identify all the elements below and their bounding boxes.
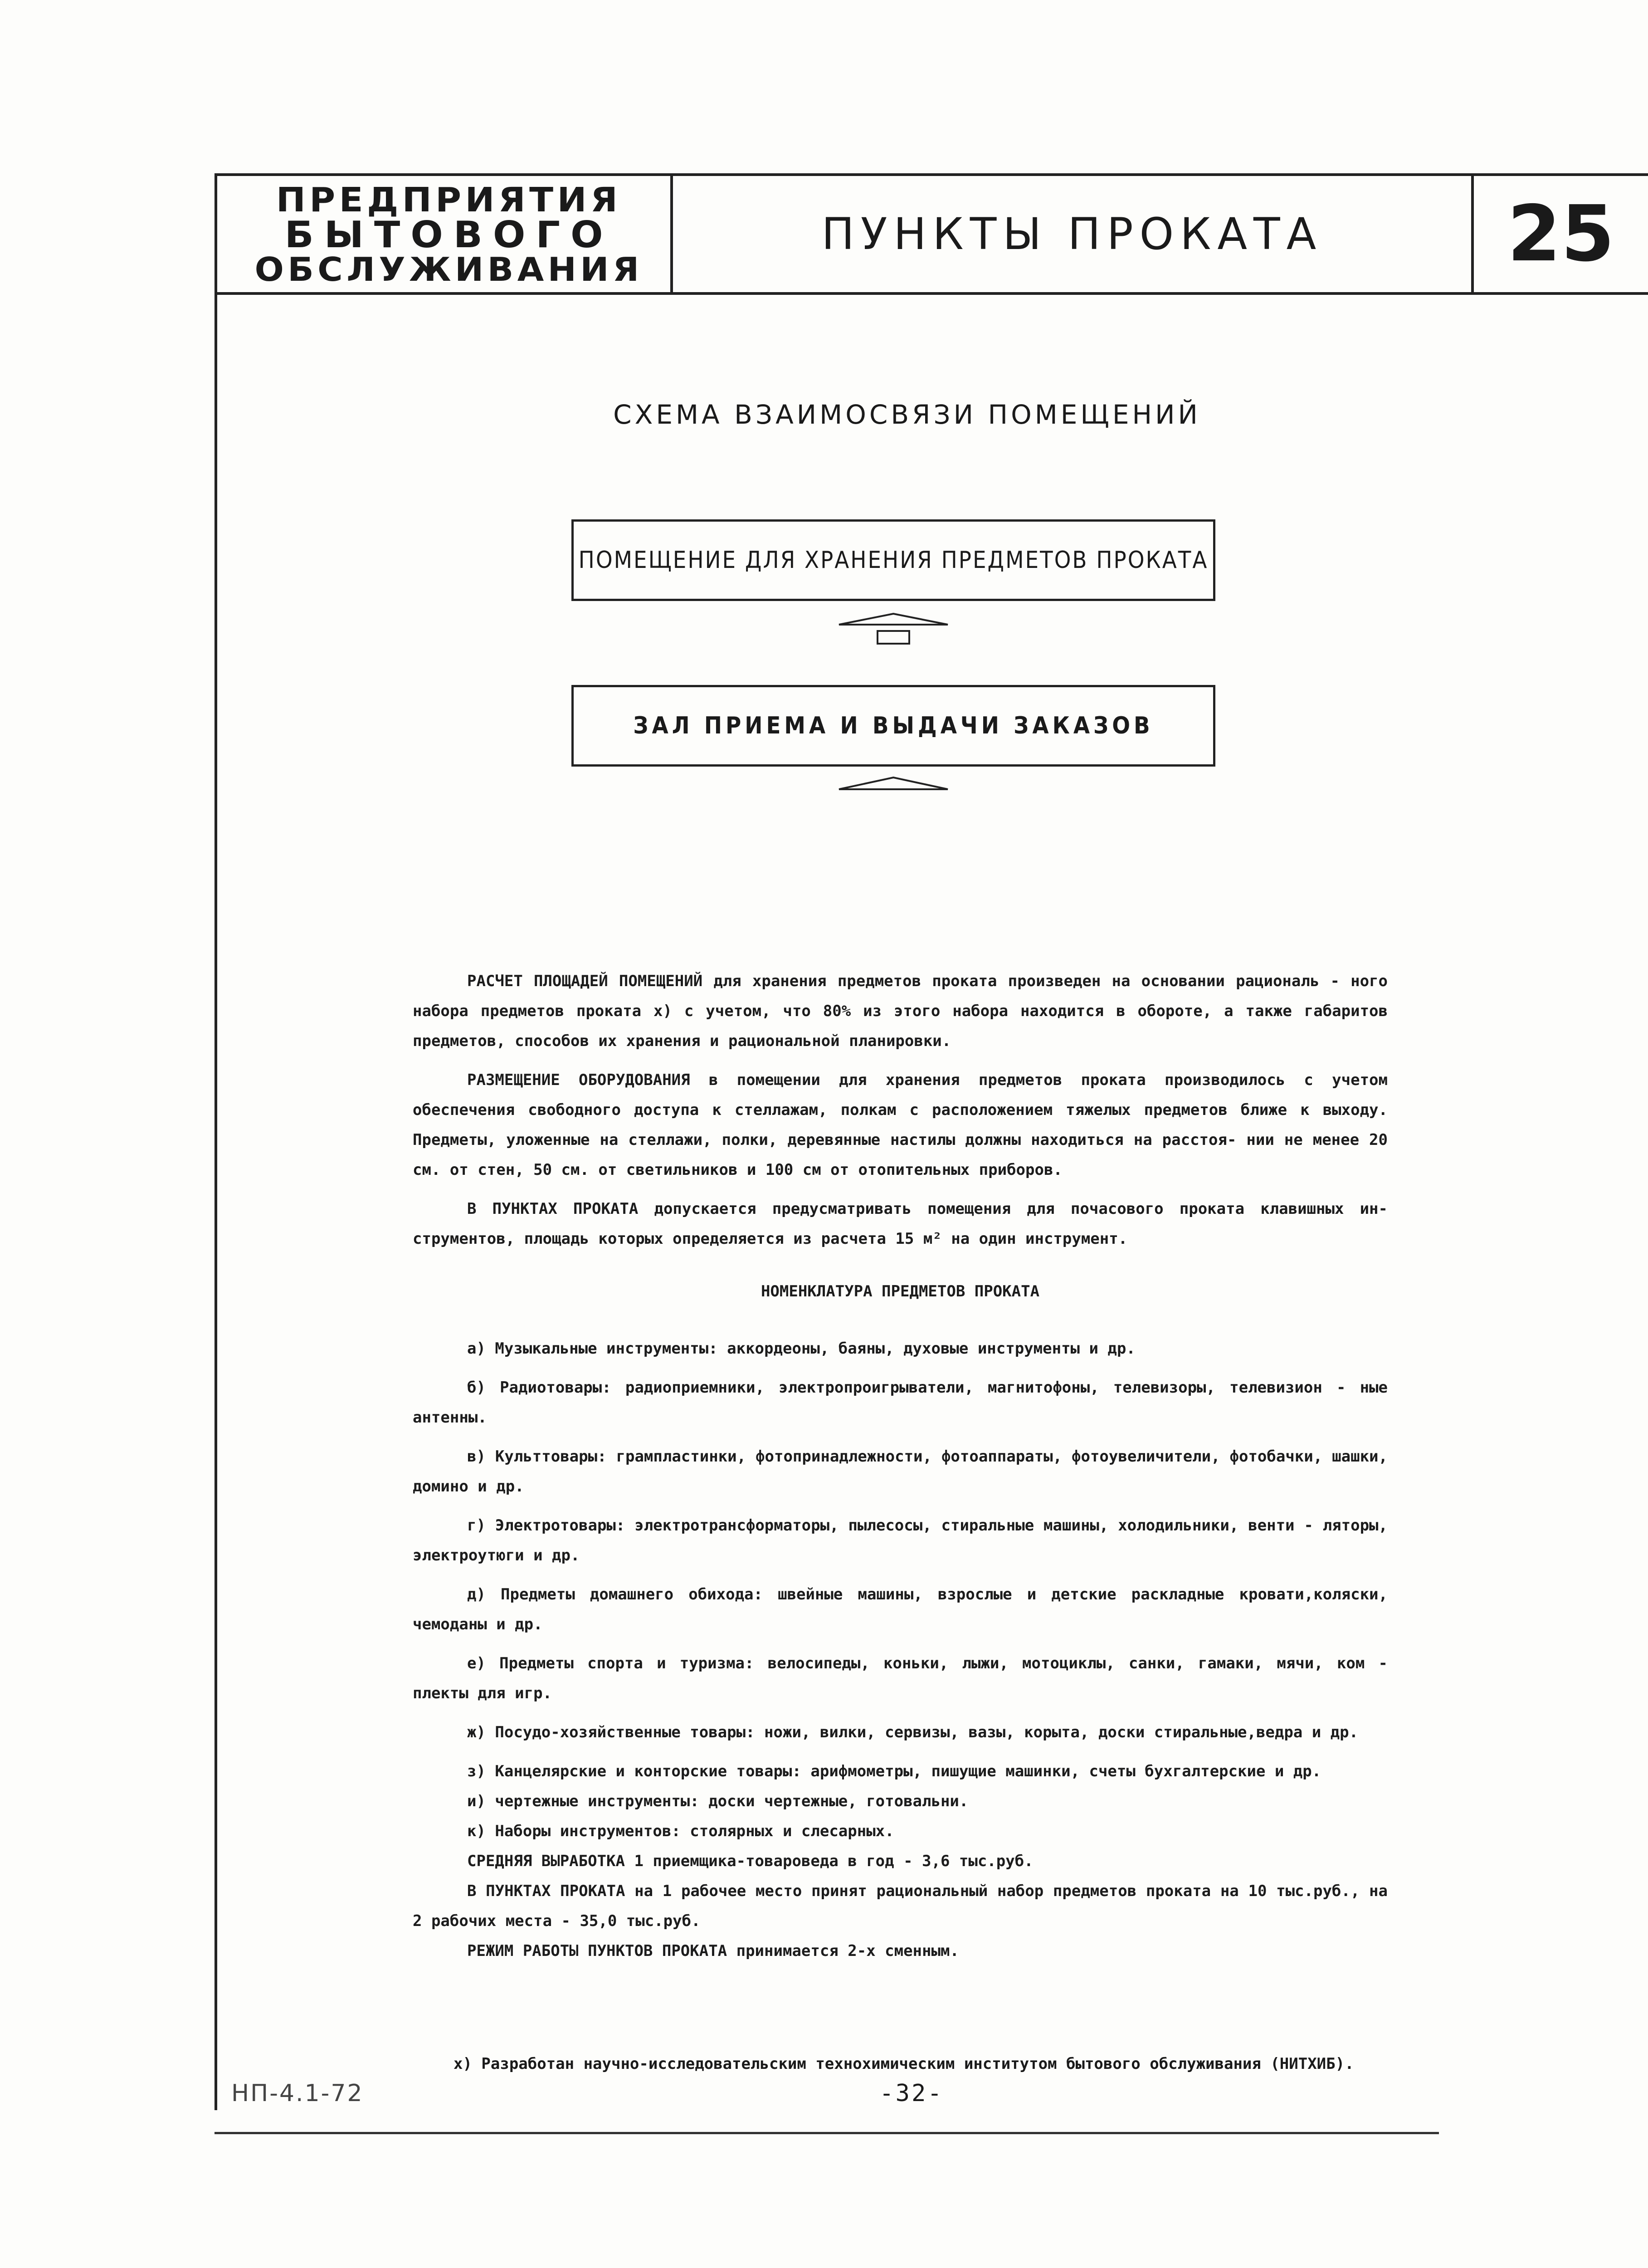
schedule-note: РЕЖИМ РАБОТЫ ПУНКТОВ ПРОКАТА принимается 2-х сменным. <box>467 1942 959 1960</box>
bottom-rule <box>215 2132 1439 2134</box>
output-note: СРЕДНЯЯ ВЫРАБОТКА 1 приемщика-товароведа в год - 3,6 тыс.руб. <box>467 1852 1034 1870</box>
list-item: а) Музыкальные инструменты: аккордеоны, баяны, духовые инструменты и др. <box>467 1339 1136 1358</box>
list-item: г) Электротовары: электротрансформаторы, пылесосы, стиральные машины, холодильники, венти - ляторы, электроутюги и др. <box>413 1516 1388 1564</box>
footer-page-number: -32- <box>879 2080 944 2107</box>
list-item: к) Наборы инструментов: столярных и слесарных. <box>467 1822 894 1840</box>
list-item: б) Радиотовары: радиоприемники, электропроигрыватели, магнитофоны, телевизоры, телевизион - ные антенны. <box>413 1378 1388 1427</box>
workplace-note: В ПУНКТАХ ПРОКАТА на 1 рабочее место принят рациональный набор предметов проката на 10 тыс.руб., на 2 рабочих места - 35,0 тыс.руб. <box>413 1882 1388 1930</box>
connection-arrow-icon <box>834 610 952 646</box>
footnote: x) Разработан научно-исследовательским технохимическим институтом бытового обслуживания (НИТХИБ). <box>453 2055 1354 2073</box>
list-item: ж) Посудо-хозяйственные товары: ножи, вилки, сервизы, вазы, корыта, доски стиральные,ведра и др. <box>467 1723 1359 1741</box>
reception-hall-box: ЗАЛ ПРИЕМА И ВЫДАЧИ ЗАКАЗОВ <box>571 685 1215 767</box>
entrance-arrow-icon <box>834 771 952 798</box>
logo-line: ОБСЛУЖИВАНИЯ <box>255 250 643 288</box>
list-item: е) Предметы спорта и туризма: велосипеды, коньки, лыжи, мотоциклы, санки, гамаки, мячи, ком - плекты для игр. <box>413 1654 1388 1702</box>
series-logo <box>254 178 644 291</box>
logo-line: ПРЕДПРИЯТИЯ <box>276 181 622 220</box>
frame-left-border <box>215 173 217 2110</box>
list-item: и) чертежные инструменты: доски чертежные, готовальни. <box>467 1792 969 1810</box>
list-item: д) Предметы домашнего обихода: швейные машины, взрослые и детские раскладные кровати,коляски, чемоданы и др. <box>413 1585 1388 1633</box>
page-title: ПУНКТЫ ПРОКАТА <box>821 209 1323 259</box>
list-item: в) Культтовары: грампластинки, фотопринадлежности, фотоаппараты, фотоувеличители, фотобачки, шашки, домино и др. <box>413 1447 1388 1496</box>
paragraph: В ПУНКТАХ ПРОКАТА допускается предусматривать помещения для почасового проката клавишных ин- струментов, площадь которых определяется из расчета 15 м² на один инструмент. <box>413 1200 1388 1248</box>
nomenclature-heading: НОМЕНКЛАТУРА ПРЕДМЕТОВ ПРОКАТА <box>761 1282 1040 1300</box>
logo-line: БЫТОВОГО <box>284 214 614 256</box>
document-code: НП-4.1-72 <box>231 2080 364 2107</box>
scheme-title: СХЕМА ВЗАИМОСВЯЗИ ПОМЕЩЕНИЙ <box>613 399 1201 430</box>
paragraph: РАСЧЕТ ПЛОЩАДЕЙ ПОМЕЩЕНИЙ для хранения предметов проката произведен на основании рациональ - ного набора предметов проката x) с учетом, что 80% из этого набора находится в обороте, а также габаритов предметов, способов их хранения и рациональной планировки. <box>413 972 1388 1050</box>
paragraph: РАЗМЕЩЕНИЕ ОБОРУДОВАНИЯ в помещении для хранения предметов проката производилось с учетом обеспечения свободного доступа к стеллажам, полкам с расположением тяжелых предметов ближе к выходу. Предметы, уложенные на стеллажи, полки, деревянные настилы должны находиться на расстоя- нии не менее 20 см. от стен, 50 см. от светильников и 100 см от отопительных приборов. <box>413 1071 1388 1179</box>
list-item: з) Канцелярские и конторские товары: арифмометры, пишущие машинки, счеты бухгалтерские и др. <box>467 1762 1321 1780</box>
storage-room-box: ПОМЕЩЕНИЕ ДЛЯ ХРАНЕНИЯ ПРЕДМЕТОВ ПРОКАТА <box>571 519 1215 601</box>
body-text <box>413 966 1388 1966</box>
header-bottom-border <box>215 292 1648 295</box>
sheet-number: 25 <box>1507 189 1615 279</box>
